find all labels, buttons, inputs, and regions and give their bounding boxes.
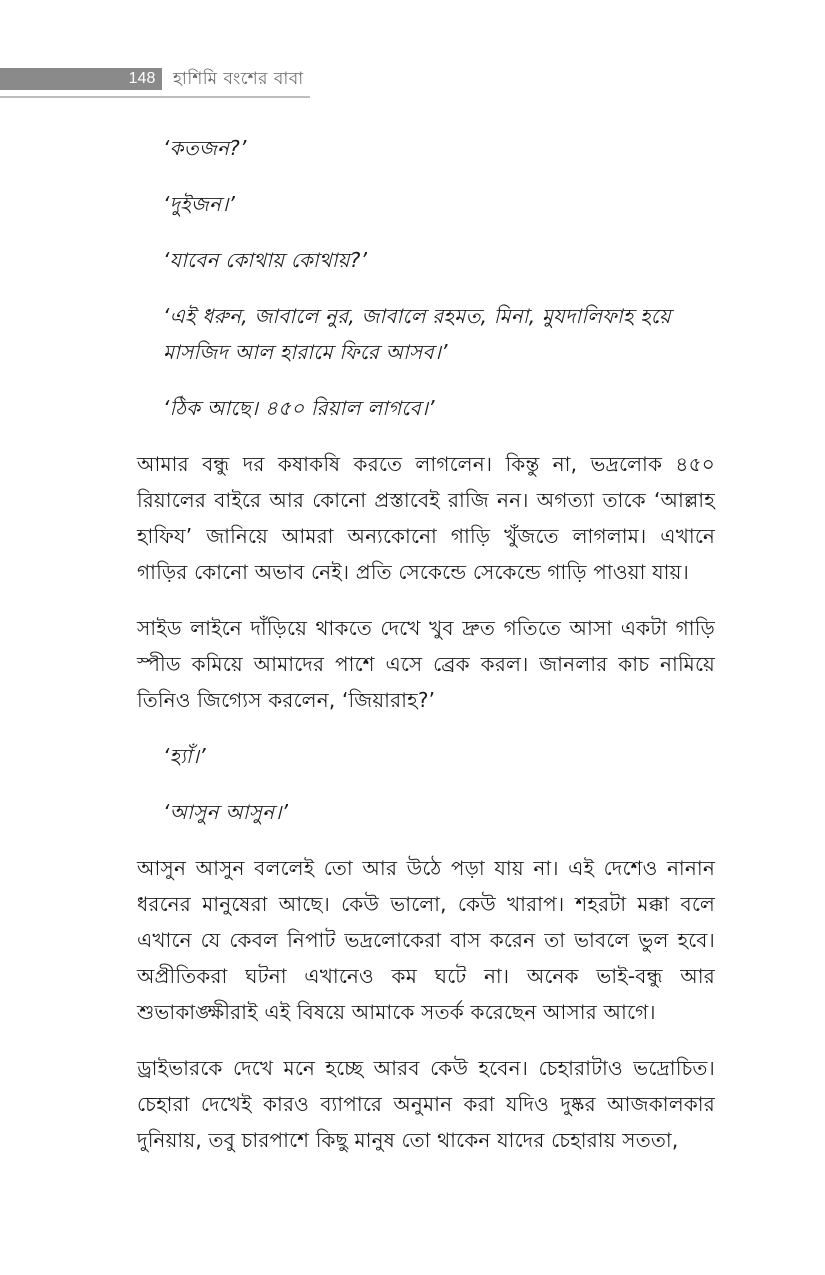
dialogue-line: ‘এই ধরুন, জাবালে নুর, জাবালে রহমত, মিনা, মুযদালিফাহ হয়ে মাসজিদ আল হারামে ফিরে আসব।’ bbox=[163, 304, 671, 364]
header-rule bbox=[0, 96, 310, 98]
dialogue-line: ‘কতজন?’ bbox=[163, 136, 247, 160]
page-body bbox=[137, 130, 715, 1178]
page-number: 148 bbox=[128, 70, 156, 87]
paragraph: ড্রাইভারকে দেখে মনে হচ্ছে আরব কেউ হবেন। চেহারাটাও ভদ্রোচিত। চেহারা দেখেই কারও ব্যাপারে অনুমান করা যদিও দুষ্কর আজকালকার দুনিয়ায়, তবু চারপাশে কিছু মানুষ তো থাকেন যাদের চেহারায় সততা, bbox=[137, 1056, 715, 1152]
paragraph: আসুন আসুন বললেই তো আর উঠে পড়া যায় না। এই দেশেও নানান ধরনের মানুষেরা আছে। কেউ ভালো, কেউ খারাপ। শহরটা মক্কা বলে এখানে যে কেবল নিপাট ভদ্রলোকেরা বাস করেন তা ভাবলে ভুল হবে। অপ্রীতিকরা ঘটনা এখানেও কম ঘটে না। অনেক ভাই-বন্ধু আর শুভাকাঙ্ক্ষীরাই এই বিষয়ে আমাকে সতর্ক করেছেন আসার আগে। bbox=[137, 856, 715, 1024]
dialogue-line: ‘আসুন আসুন।’ bbox=[163, 800, 289, 824]
dialogue-line: ‘দুইজন।’ bbox=[163, 192, 236, 216]
dialogue-line: ‘যাবেন কোথায় কোথায়?’ bbox=[163, 248, 368, 272]
paragraph: আমার বন্ধু দর কষাকষি করতে লাগলেন। কিন্তু না, ভদ্রলোক ৪৫০ রিয়ালের বাইরে আর কোনো প্রস্তাবেই রাজি নন। অগত্যা তাকে ‘আল্লাহ হাফিয’ জানিয়ে আমরা অন্যকোনো গাড়ি খুঁজতে লাগলাম। এখানে গাড়ির কোনো অভাব নেই। প্রতি সেকেন্ডে সেকেন্ডে গাড়ি পাওয়া যায়। bbox=[137, 452, 715, 584]
running-title: হাশিমি বংশের বাবা bbox=[173, 69, 304, 89]
dialogue-line: ‘হ্যাঁ।’ bbox=[163, 744, 206, 768]
paragraph: সাইড লাইনে দাঁড়িয়ে থাকতে দেখে খুব দ্রুত গতিতে আসা একটা গাড়ি স্পীড কমিয়ে আমাদের পাশে এসে ব্রেক করল। জানলার কাচ নামিয়ে তিনিও জিগ্যেস করলেন, ‘জিয়ারাহ?’ bbox=[137, 616, 715, 712]
dialogue-line: ‘ঠিক আছে। ৪৫০ রিয়াল লাগবে।’ bbox=[163, 396, 435, 420]
